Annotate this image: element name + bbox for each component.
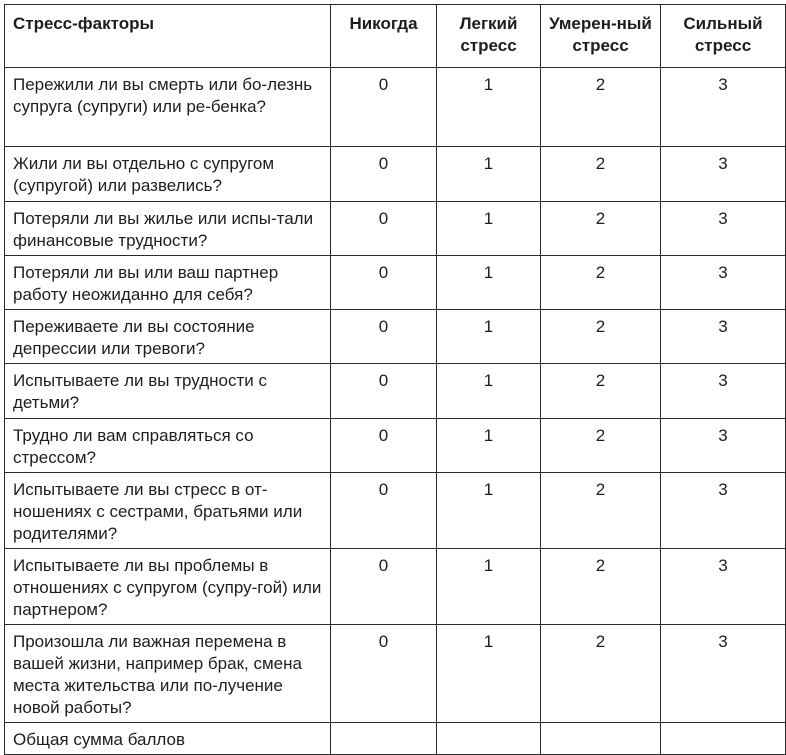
score-moderate: 2 <box>541 256 661 310</box>
score-strong: 3 <box>661 202 786 256</box>
score-light: 1 <box>437 256 541 310</box>
table-row <box>5 364 786 419</box>
header-never <box>331 5 437 68</box>
score-moderate: 2 <box>541 625 661 723</box>
score-strong: 3 <box>661 147 786 202</box>
header-light <box>437 5 541 68</box>
score-never: 0 <box>331 256 437 310</box>
score-light: 1 <box>437 419 541 473</box>
score-never: 0 <box>331 364 437 419</box>
header-light-label: Легкий стресс <box>459 14 518 55</box>
score-moderate: 2 <box>541 549 661 625</box>
table-row <box>5 310 786 364</box>
header-never-label: Никогда <box>349 14 418 33</box>
question-cell: Жили ли вы отдельно с супругом (супругой) или развелись? <box>5 147 331 202</box>
table-row <box>5 256 786 310</box>
table-row <box>5 625 786 723</box>
table-row <box>5 68 786 147</box>
score-moderate: 2 <box>541 473 661 549</box>
score-moderate: 2 <box>541 68 661 147</box>
question-cell: Пережили ли вы смерть или бо-лезнь супруга (супруги) или ре-бенка? <box>5 68 331 147</box>
score-light: 1 <box>437 147 541 202</box>
table-row <box>5 473 786 549</box>
score-moderate: 2 <box>541 364 661 419</box>
table-row <box>5 147 786 202</box>
score-strong: 3 <box>661 68 786 147</box>
score-light: 1 <box>437 202 541 256</box>
total-moderate-cell <box>541 723 661 755</box>
stress-table-container <box>4 4 786 755</box>
question-cell: Произошла ли важная перемена в вашей жизни, например брак, смена места жительства или по-лучение новой работы? <box>5 625 331 723</box>
table-header-row <box>5 5 786 68</box>
score-strong: 3 <box>661 364 786 419</box>
score-never: 0 <box>331 68 437 147</box>
score-never: 0 <box>331 473 437 549</box>
score-light: 1 <box>437 310 541 364</box>
score-strong: 3 <box>661 549 786 625</box>
table-row <box>5 419 786 473</box>
score-never: 0 <box>331 147 437 202</box>
score-never: 0 <box>331 419 437 473</box>
header-moderate <box>541 5 661 68</box>
table-row <box>5 202 786 256</box>
score-strong: 3 <box>661 473 786 549</box>
total-row <box>5 723 786 755</box>
score-light: 1 <box>437 473 541 549</box>
header-strong <box>661 5 786 68</box>
total-never-cell <box>331 723 437 755</box>
score-light: 1 <box>437 549 541 625</box>
score-never: 0 <box>331 625 437 723</box>
question-cell: Испытываете ли вы трудности с детьми? <box>5 364 331 419</box>
score-moderate: 2 <box>541 202 661 256</box>
stress-factors-table <box>4 4 786 755</box>
question-cell: Испытываете ли вы проблемы в отношениях с супругом (супру-гой) или партнером? <box>5 549 331 625</box>
score-strong: 3 <box>661 625 786 723</box>
question-cell: Переживаете ли вы состояние депрессии или тревоги? <box>5 310 331 364</box>
header-factor <box>5 5 331 68</box>
header-factor-label: Стресс-факторы <box>13 14 155 33</box>
score-strong: 3 <box>661 256 786 310</box>
question-cell: Трудно ли вам справляться со стрессом? <box>5 419 331 473</box>
question-cell: Испытываете ли вы стресс в от-ношениях с сестрами, братьями или родителями? <box>5 473 331 549</box>
score-light: 1 <box>437 68 541 147</box>
total-light-cell <box>437 723 541 755</box>
score-moderate: 2 <box>541 310 661 364</box>
total-strong-cell <box>661 723 786 755</box>
total-label: Общая сумма баллов <box>5 723 331 755</box>
header-strong-label: Сильный стресс <box>683 14 763 55</box>
question-cell: Потеряли ли вы жилье или испы-тали финансовые трудности? <box>5 202 331 256</box>
score-never: 0 <box>331 202 437 256</box>
score-light: 1 <box>437 625 541 723</box>
score-never: 0 <box>331 310 437 364</box>
score-moderate: 2 <box>541 147 661 202</box>
header-moderate-label: Умерен-ный стресс <box>549 14 652 55</box>
score-strong: 3 <box>661 419 786 473</box>
table-row <box>5 549 786 625</box>
score-strong: 3 <box>661 310 786 364</box>
question-cell: Потеряли ли вы или ваш партнер работу неожиданно для себя? <box>5 256 331 310</box>
score-light: 1 <box>437 364 541 419</box>
score-moderate: 2 <box>541 419 661 473</box>
score-never: 0 <box>331 549 437 625</box>
